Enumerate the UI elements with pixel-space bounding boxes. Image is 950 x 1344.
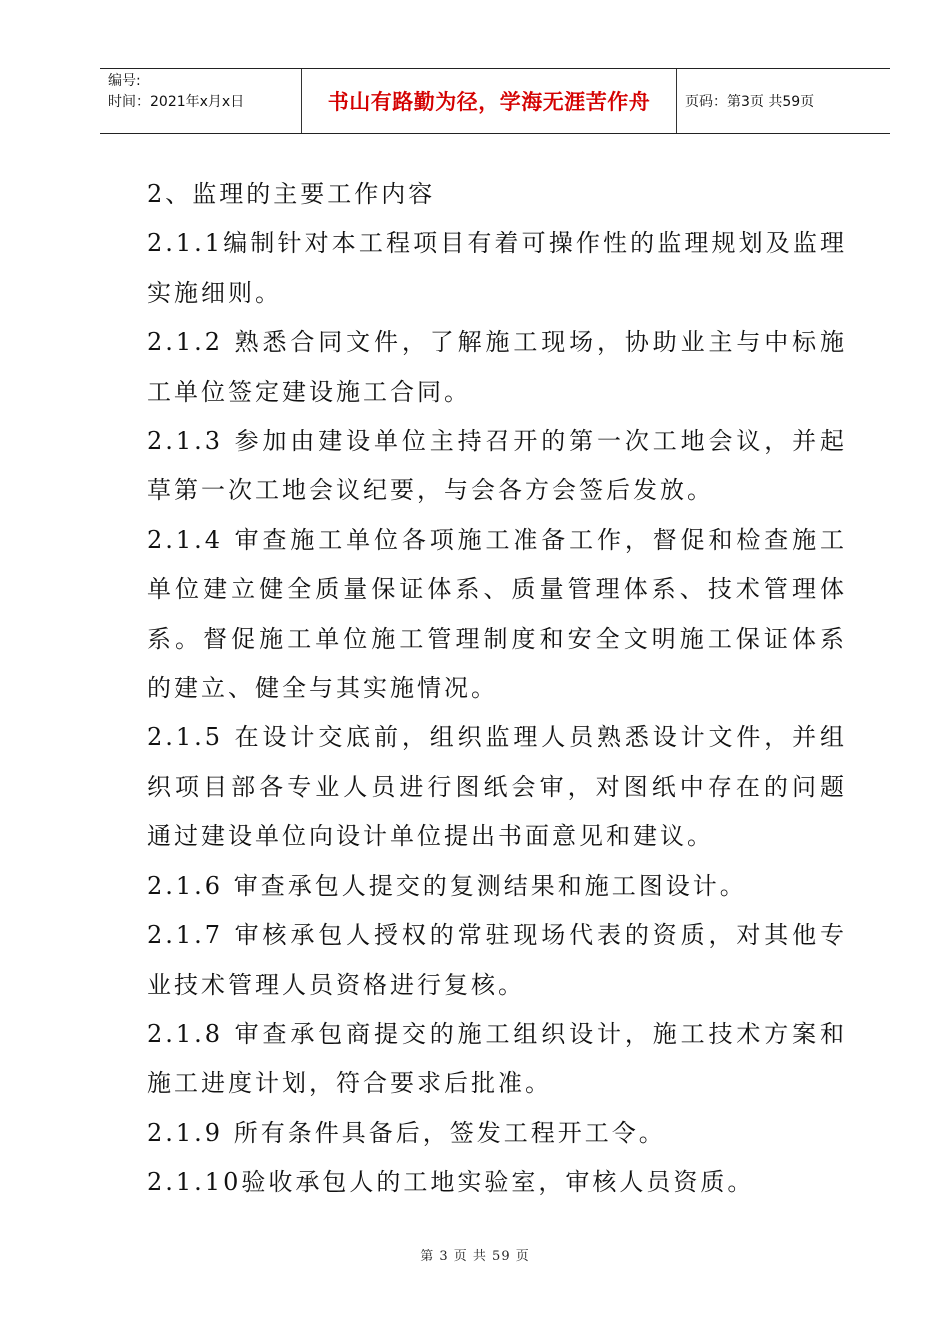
number-label: 编号: bbox=[108, 73, 141, 89]
header-motto: 书山有路勤为径，学海无涯苦作舟 bbox=[302, 69, 677, 133]
paragraph: 2.1.8 审查承包商提交的施工组织设计，施工技术方案和施工进度计划，符合要求后批准。 bbox=[147, 1019, 847, 1098]
header-page-info: 页码：第3页 共59页 bbox=[685, 94, 815, 110]
paragraph: 2.1.7 审核承包人授权的常驻现场代表的资质，对其他专业技术管理人员资格进行复核。 bbox=[147, 921, 847, 999]
time-label: 时间：2021年x月x日 bbox=[108, 94, 245, 110]
page-header bbox=[100, 68, 890, 134]
header-meta bbox=[100, 69, 302, 133]
paragraph: 2.1.2 熟悉合同文件，了解施工现场，协助业主与中标施工单位签定建设施工合同。 bbox=[147, 328, 847, 406]
paragraph: 2.1.3 参加由建设单位主持召开的第一次工地会议，并起草第一次工地会议纪要，与会各方会签后发放。 bbox=[147, 427, 847, 505]
paragraph: 2.1.6 审查承包人提交的复测结果和施工图设计。 bbox=[147, 871, 747, 900]
page-footer: 第 3 页 共 59 页 bbox=[420, 1249, 530, 1264]
paragraph: 2.1.1编制针对本工程项目有着可操作性的监理规划及监理实施细则。 bbox=[147, 229, 847, 307]
document-body bbox=[147, 170, 847, 1208]
paragraph: 2.1.5 在设计交底前，组织监理人员熟悉设计文件，并组织项目部各专业人员进行图纸会审，对图纸中存在的问题通过建设单位向设计单位提出书面意见和建议。 bbox=[147, 723, 847, 851]
section-heading: 2、监理的主要工作内容 bbox=[147, 180, 436, 208]
paragraph: 2.1.4 审查施工单位各项施工准备工作，督促和检查施工单位建立健全质量保证体系、质量管理体系、技术管理体系。督促施工单位施工管理制度和安全文明施工保证体系的建立、健全与其实施情况。 bbox=[147, 525, 847, 703]
paragraph: 2.1.10验收承包人的工地实验室，审核人员资质。 bbox=[147, 1168, 755, 1197]
paragraph: 2.1.9 所有条件具备后，签发工程开工令。 bbox=[147, 1118, 666, 1147]
